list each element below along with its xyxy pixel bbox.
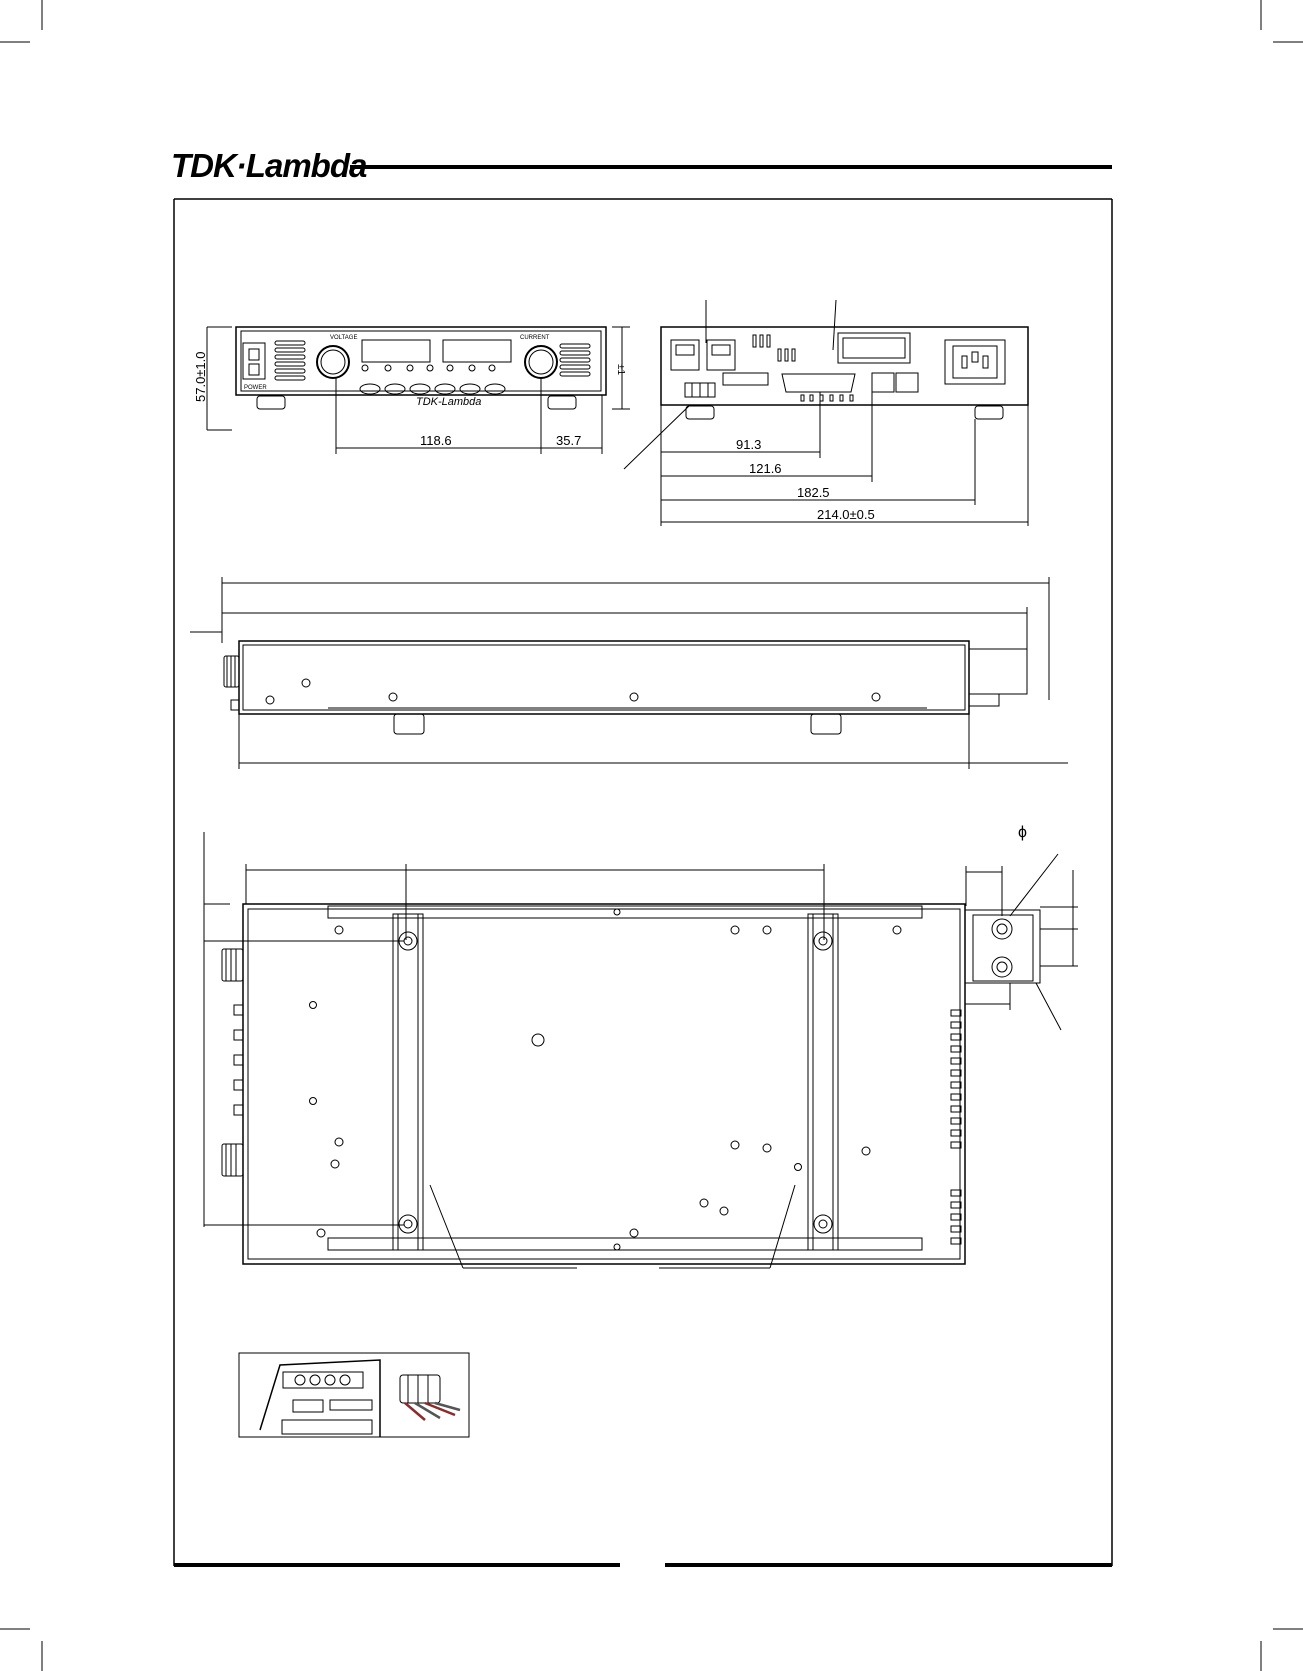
dip-switch — [723, 373, 768, 385]
knob-offset-label: 35.7 — [556, 433, 582, 448]
drawing-frame — [174, 199, 1112, 1566]
knob-spacing-label: 118.6 — [420, 433, 452, 448]
brand-logo: TDK·Lambda — [171, 147, 367, 184]
top-view — [204, 832, 1078, 1268]
front-buttons — [360, 365, 505, 394]
side-chassis — [239, 641, 969, 714]
rear-dim-214-0: 214.0±0.5 — [817, 507, 875, 522]
side-foot-right — [811, 714, 841, 734]
side-foot-left — [394, 714, 424, 734]
phi-symbol: ϕ — [1018, 824, 1027, 841]
rear-foot-left — [686, 406, 714, 419]
current-display — [443, 340, 511, 362]
rear-dim-121-6: 121.6 — [749, 461, 782, 476]
front-foot-right — [548, 396, 576, 409]
db25-connector — [782, 374, 855, 392]
front-panel-outline — [236, 327, 606, 395]
side-rear-block — [969, 649, 1027, 694]
top-voltage-knob — [222, 949, 243, 981]
current-knob — [525, 346, 557, 378]
rear-view-labels — [736, 437, 875, 522]
voltage-display — [362, 340, 430, 362]
front-vent-left — [275, 341, 305, 380]
front-vent-right — [560, 344, 590, 376]
rj45-port-2 — [896, 373, 918, 392]
output-terminal-pos — [992, 919, 1012, 939]
rear-panel-outline — [661, 327, 1028, 405]
height-dimension-label: 57.0±1.0 — [193, 351, 208, 402]
rear-dim-182-5: 182.5 — [797, 485, 830, 500]
voltage-knob — [317, 346, 349, 378]
connector-detail-inset — [239, 1353, 469, 1437]
panel-logo: TDK-Lambda — [416, 396, 482, 408]
side-mark-label: ±1 — [615, 364, 626, 376]
current-label: CURRENT — [520, 335, 550, 341]
top-chassis — [243, 904, 965, 1264]
side-screws — [266, 679, 880, 704]
header — [171, 147, 1112, 184]
front-foot-left — [257, 396, 285, 409]
rear-dim-91-3: 91.3 — [736, 437, 762, 452]
power-label: POWER — [244, 385, 267, 391]
rj45-port-1 — [872, 373, 894, 392]
power-switch — [243, 343, 265, 379]
top-current-knob — [222, 1144, 243, 1176]
rear-foot-right — [975, 406, 1003, 419]
side-view — [190, 577, 1068, 769]
voltage-label: VOLTAGE — [330, 335, 358, 341]
output-terminal-neg — [992, 957, 1012, 977]
